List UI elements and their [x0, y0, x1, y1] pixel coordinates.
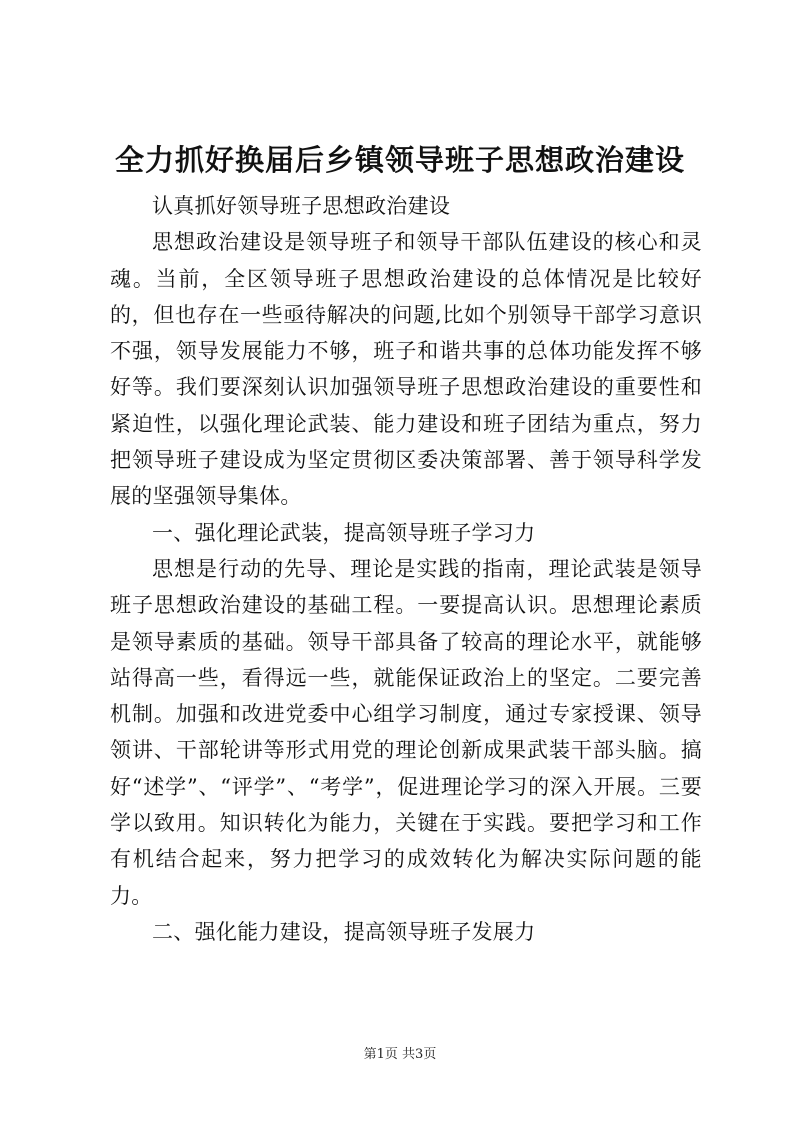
paragraph-section-1: 思想是行动的先导、理论是实践的指南，理论武装是领导班子思想政治建设的基础工程。一要提高认识。思想理论素质是领导素质的基础。领导干部具备了较高的理论水平，就能够站得高一些，看得远一些，就能保证政治上的坚定。二要完善机制。加强和改进党委中心组学习制度，通过专家授课、领导领讲、干部轮讲等形式用党的理论创新成果武装干部头脑。搞好“述学”、“评学”、“考学”，促进理论学习的深入开展。三要学以致用。知识转化为能力，关键在于实践。要把学习和工作有机结合起来，努力把学习的成效转化为解决实际问题的能力。: [110, 556, 702, 908]
paragraph-intro: 思想政治建设是领导班子和领导干部队伍建设的核心和灵魂。当前，全区领导班子思想政治建设的总体情况是比较好的，但也存在一些亟待解决的问题,比如个别领导干部学习意识不强，领导发展能力不够，班子和谐共事的总体功能发挥不够好等。我们要深刻认识加强领导班子思想政治建设的重要性和紧迫性，以强化理论武装、能力建设和班子团结为重点，努力把领导班子建设成为坚定贯彻区委决策部署、善于领导科学发展的坚强领导集体。: [110, 230, 702, 509]
page-footer: 第1页 共3页: [363, 1047, 437, 1062]
section-heading-2: 二、强化能力建设，提高领导班子发展力: [152, 919, 536, 944]
section-heading-1: 一、强化理论武装，提高领导班子学习力: [152, 520, 536, 545]
document-body: [110, 188, 702, 950]
document-title: 全力抓好换届后乡镇领导班子思想政治建设: [114, 143, 685, 177]
paragraph-subtitle: 认真抓好领导班子思想政治建设: [152, 194, 451, 218]
